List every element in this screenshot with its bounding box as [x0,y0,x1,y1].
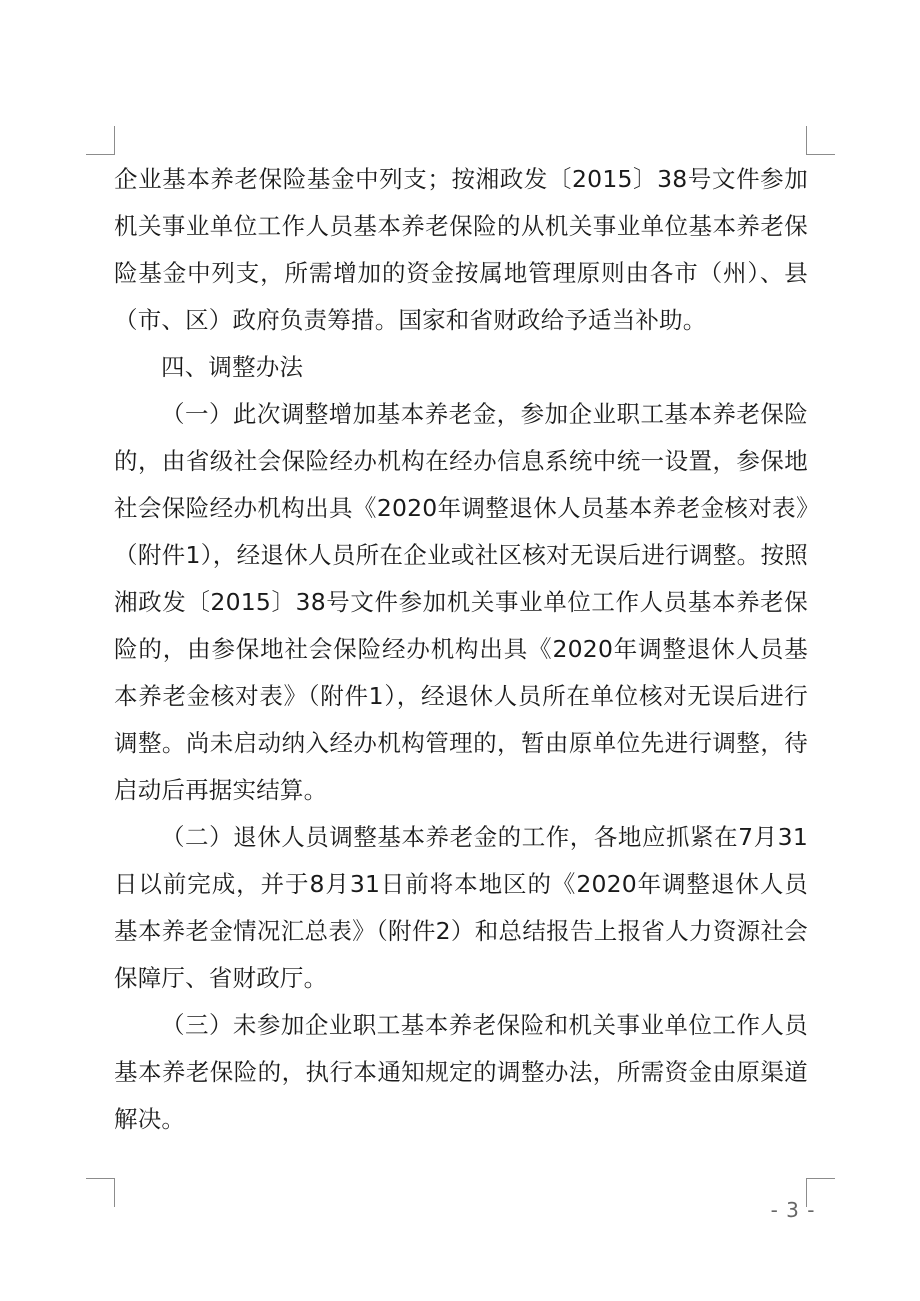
page-number: - 3 - [770,1198,816,1222]
paragraph-item-two: （二）退休人员调整基本养老金的工作，各地应抓紧在7月31日以前完成，并于8月31日前将本地区的《2020年调整退休人员基本养老金情况汇总表》（附件2）和总结报告上报省人力资源社会保障厅、省财政厅。 [114,823,808,992]
crop-mark-top-left [86,126,115,155]
document-body [114,156,808,1143]
crop-mark-top-right [806,126,835,155]
paragraph-item-three: （三）未参加企业职工基本养老保险和机关事业单位工作人员基本养老保险的，执行本通知规定的调整办法，所需资金由原渠道解决。 [114,1011,808,1133]
section-heading-adjustment-method: 四、调整办法 [161,353,304,381]
crop-mark-bottom-left [86,1178,115,1207]
paragraph-funding-source: 企业基本养老保险基金中列支；按湘政发〔2015〕38号文件参加机关事业单位工作人员基本养老保险的从机关事业单位基本养老保险基金中列支，所需增加的资金按属地管理原则由各市（州）、县（市、区）政府负责筹措。国家和省财政给予适当补助。 [114,165,808,334]
paragraph-item-one: （一）此次调整增加基本养老金，参加企业职工基本养老保险的，由省级社会保险经办机构在经办信息系统中统一设置，参保地社会保险经办机构出具《2020年调整退休人员基本养老金核对表》（附件1），经退休人员所在企业或社区核对无误后进行调整。按照湘政发〔2015〕38号文件参加机关事业单位工作人员基本养老保险的，由参保地社会保险经办机构出具《2020年调整退休人员基本养老金核对表》（附件1），经退休人员所在单位核对无误后进行调整。尚未启动纳入经办机构管理的，暂由原单位先进行调整，待启动后再据实结算。 [114,400,808,804]
